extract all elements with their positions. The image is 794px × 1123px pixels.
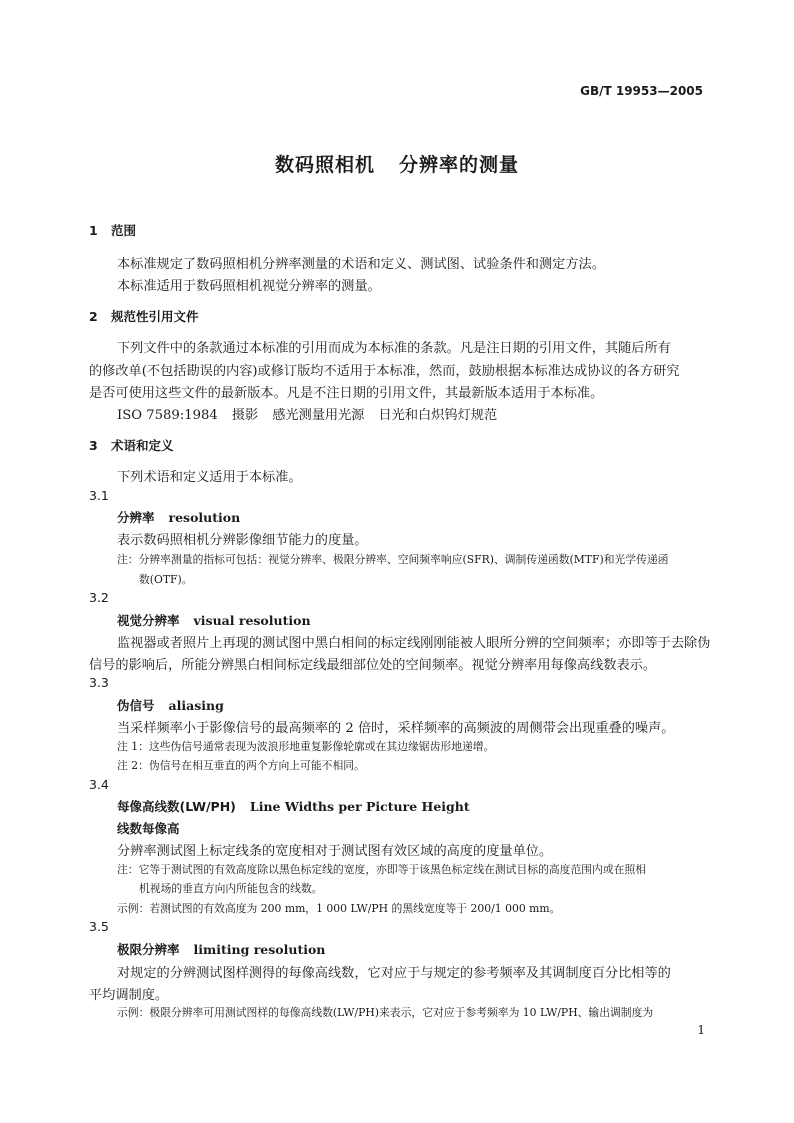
- page-number: 1: [697, 1023, 705, 1037]
- clause-number: 3.5: [89, 919, 109, 934]
- clause-number: 3.2: [89, 590, 109, 605]
- note-continuation: 机视场的垂直方向内所能包含的线数。: [139, 882, 323, 895]
- section-title: 规范性引用文件: [111, 309, 199, 324]
- example: 示例：极限分辨率可用测试图样的每像高线数(LW/PH)来表示，它对应于参考频率为 10 LW/PH、输出调制度为: [117, 1006, 654, 1019]
- definition: 表示数码照相机分辨影像细节能力的度量。: [117, 533, 368, 548]
- term-chinese: 极限分辨率: [117, 942, 180, 957]
- title-part-1: 数码照相机: [274, 154, 375, 176]
- paragraph-line: 是否可使用这些文件的最新版本。凡是不注日期的引用文件，其最新版本适用于本标准。: [89, 386, 604, 401]
- term-heading: [117, 508, 240, 526]
- section-title: 范围: [111, 223, 137, 238]
- term-english: aliasing: [168, 698, 224, 713]
- term-heading: [117, 940, 325, 958]
- paragraph-line: 的修改单(不包括勘误的内容)或修订版均不适用于本标准，然而，鼓励根据本标准达成协议的各方研究: [89, 364, 680, 379]
- clause-number: 3.4: [89, 777, 109, 792]
- term-english: resolution: [168, 510, 241, 525]
- reference-code: ISO 7589:1984: [117, 408, 218, 423]
- reference-title-b: 感光测量用光源: [272, 408, 365, 423]
- term-chinese: 视觉分辨率: [117, 613, 180, 628]
- term-alternative: 线数每像高: [117, 821, 180, 836]
- term-english: visual resolution: [193, 613, 311, 628]
- paragraph-line: 下列文件中的条款通过本标准的引用而成为本标准的条款。凡是注日期的引用文件，其随后所有: [117, 341, 671, 356]
- title-part-2: 分辨率的测量: [399, 154, 520, 176]
- term-heading: [117, 797, 470, 815]
- section-number: 2: [89, 309, 98, 324]
- normative-reference: [117, 404, 497, 423]
- section-2-heading: [89, 307, 199, 325]
- term-english: limiting resolution: [193, 942, 326, 957]
- note: 注 2：伪信号在相互垂直的两个方向上可能不相同。: [117, 759, 365, 772]
- section-number: 1: [89, 223, 98, 238]
- definition-line: 信号的影响后，所能分辨黑白相间标定线最细部位处的空间频率。视觉分辨率用每像高线数表示。: [89, 658, 657, 673]
- definition-line: 对规定的分辨测试图样测得的每像高线数，它对应于与规定的参考频率及其调制度百分比相等的: [117, 966, 671, 981]
- page-title: [0, 150, 794, 177]
- section-1-heading: [89, 221, 136, 239]
- term-heading: [117, 611, 311, 629]
- example: 示例：若测试图的有效高度为 200 mm，1 000 LW/PH 的黑线宽度等于 200/1 000 mm。: [117, 902, 561, 915]
- reference-title-a: 摄影: [231, 408, 259, 423]
- term-heading: [117, 696, 224, 714]
- clause-number: 3.3: [89, 675, 109, 690]
- note: 注 1：这些伪信号通常表现为波浪形地重复影像轮廓或在其边缘锯齿形地递增。: [117, 740, 495, 753]
- note: 注：它等于测试图的有效高度除以黑色标定线的宽度，亦即等于该黑色标定线在测试目标的高度范围内或在照相: [117, 863, 647, 876]
- definition: 分辨率测试图上标定线条的宽度相对于测试图有效区域的高度的度量单位。: [117, 844, 553, 859]
- clause-number: 3.1: [89, 488, 109, 503]
- term-english: Line Widths per Picture Height: [249, 799, 470, 814]
- definition: 当采样频率小于影像信号的最高频率的 2 倍时，采样频率的高频波的周侧带会出现重叠的噪声。: [117, 721, 675, 736]
- definition-line: 监视器或者照片上再现的测试图中黑白相间的标定线刚刚能被人眼所分辨的空间频率；亦即等于去除伪: [117, 636, 711, 651]
- definition-line: 平均调制度。: [89, 988, 169, 1003]
- standard-code: GB/T 19953—2005: [580, 84, 703, 98]
- section-3-heading: [89, 436, 174, 454]
- note-continuation: 数(OTF)。: [139, 573, 193, 586]
- section-title: 术语和定义: [111, 438, 174, 453]
- reference-title-c: 日光和白炽钨灯规范: [378, 408, 498, 423]
- term-chinese: 分辨率: [117, 510, 155, 525]
- paragraph: 下列术语和定义适用于本标准。: [117, 470, 302, 485]
- section-number: 3: [89, 438, 98, 453]
- term-chinese: 伪信号: [117, 698, 155, 713]
- note: 注：分辨率测量的指标可包括：视觉分辨率、极限分辨率、空间频率响应(SFR)、调制传递函数(MTF)和光学传递函: [117, 553, 669, 566]
- paragraph: 本标准适用于数码照相机视觉分辨率的测量。: [117, 279, 381, 294]
- term-chinese: 每像高线数(LW/PH): [117, 799, 236, 814]
- paragraph: 本标准规定了数码照相机分辨率测量的术语和定义、测试图、试验条件和测定方法。: [117, 257, 605, 272]
